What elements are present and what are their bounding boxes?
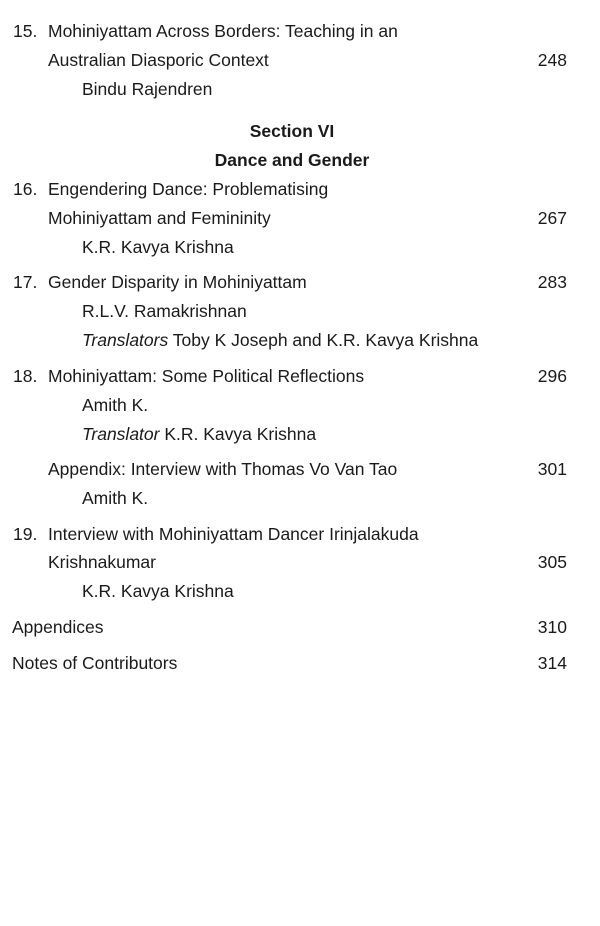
entry-number: 19.	[13, 524, 38, 544]
entry-title-line: Australian Diasporic Context	[48, 50, 269, 70]
entry-title-line: Appendix: Interview with Thomas Vo Van Tao	[48, 459, 398, 479]
section-subtitle: Dance and Gender	[214, 150, 370, 170]
entry-number: 17.	[13, 272, 38, 292]
entry-author: R.L.V. Ramakrishnan	[82, 301, 247, 321]
entry-author: Amith K.	[82, 488, 149, 508]
back-matter-page: 314	[537, 653, 567, 673]
entry-number: 18.	[13, 366, 38, 386]
entry-title-line: Engendering Dance: Problematising	[48, 179, 329, 199]
section-heading: Section VI	[249, 121, 335, 141]
entry-author: Amith K.	[82, 395, 149, 415]
entry-title-line: Mohiniyattam Across Borders: Teaching in an	[48, 21, 398, 41]
entry-title-line: Interview with Mohiniyattam Dancer Irinjalakuda	[48, 524, 419, 544]
translator-names: Toby K Joseph and K.R. Kavya Krishna	[172, 330, 479, 350]
back-matter-title: Appendices	[12, 617, 104, 637]
entry-author: Bindu Rajendren	[82, 79, 213, 99]
entry-page: 296	[537, 366, 567, 386]
entry-title-line: Mohiniyattam: Some Political Reflections	[48, 366, 365, 386]
back-matter-page: 310	[537, 617, 567, 637]
entry-number: 16.	[13, 179, 38, 199]
entry-translators	[82, 423, 316, 445]
entry-title-line: Mohiniyattam and Femininity	[48, 208, 271, 228]
entry-title-line: Gender Disparity in Mohiniyattam	[48, 272, 307, 292]
entry-page: 305	[537, 552, 567, 572]
entry-page: 301	[537, 459, 567, 479]
entry-author: K.R. Kavya Krishna	[82, 237, 234, 257]
entry-page: 267	[537, 208, 567, 228]
entry-page: 283	[537, 272, 567, 292]
entry-page: 248	[537, 50, 567, 70]
entry-title-line: Krishnakumar	[48, 552, 156, 572]
back-matter-title: Notes of Contributors	[12, 653, 178, 673]
translator-names: K.R. Kavya Krishna	[164, 424, 317, 444]
entry-translators	[82, 329, 478, 351]
translator-label: Translator	[82, 424, 160, 444]
entry-author: K.R. Kavya Krishna	[82, 581, 234, 601]
translator-label: Translators	[82, 330, 169, 350]
entry-number: 15.	[13, 21, 38, 41]
